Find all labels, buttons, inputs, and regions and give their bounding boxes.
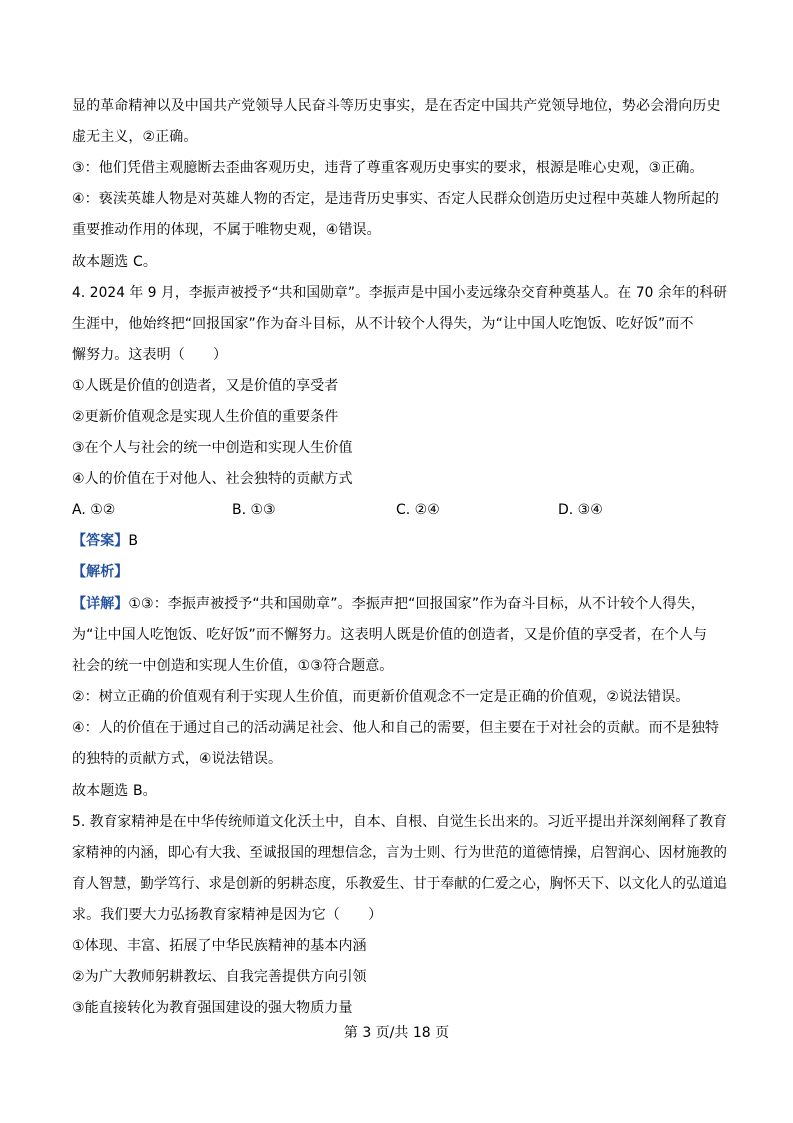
question-4-stem: 懈努力。这表明（ ） bbox=[72, 347, 228, 363]
statement-item: ②为广大教师躬耕教坛、自我完善提供方向引领 bbox=[72, 969, 367, 985]
option-a: A. ①② bbox=[72, 502, 116, 518]
page-number: 第 3 页/共 18 页 bbox=[343, 1025, 450, 1041]
answer-line bbox=[72, 532, 138, 550]
statement-item: ②更新价值观念是实现人生价值的重要条件 bbox=[72, 409, 339, 425]
answer-tag: 【答案】 bbox=[72, 533, 129, 549]
question-4-stem: 4. 2024 年 9 月，李振声被授予“共和国勋章”。李振声是中国小麦远缘杂交育种奠基人。在 70 余年的科研 bbox=[72, 285, 728, 301]
question-5-stem: 5. 教育家精神是在中华传统师道文化沃土中，自本、自根、自觉生长出来的。习近平提出并深刻阐释了教育 bbox=[72, 814, 727, 830]
text-line: 重要推动作用的体现，不属于唯物史观，④错误。 bbox=[72, 222, 381, 238]
analysis-line bbox=[72, 563, 128, 581]
question-4-stem: 生涯中，他始终把“回报国家”作为奋斗目标，从不计较个人得失，为“让中国人吃饱饭、吃好饭”而不 bbox=[72, 316, 694, 332]
detail-tag: 【详解】 bbox=[72, 596, 129, 612]
option-c: C. ②④ bbox=[396, 502, 440, 518]
text-line: ④：人的价值在于通过自己的活动满足社会、他人和自己的需要，但主要在于对社会的贡献。而不是独特 bbox=[72, 720, 720, 736]
option-d: D. ③④ bbox=[558, 502, 603, 518]
detail-line bbox=[72, 595, 705, 613]
option-b: B. ①③ bbox=[232, 502, 276, 518]
statement-item: ①体现、丰富、拓展了中华民族精神的基本内涵 bbox=[72, 938, 367, 954]
statement-item: ①人既是价值的创造者，又是价值的享受者 bbox=[72, 378, 339, 394]
text-line: 社会的统一中创造和实现人生价值，①③符合题意。 bbox=[72, 658, 394, 674]
detail-text: ①③：李振声被授予“共和国勋章”。李振声把“回报国家”作为奋斗目标，从不计较个人得失， bbox=[128, 596, 705, 612]
text-line: ②：树立正确的价值观有利于实现人生价值，而更新价值观念不一定是正确的价值观，②说法错误。 bbox=[72, 689, 690, 705]
text-line: 虚无主义，②正确。 bbox=[72, 129, 198, 145]
answer-value: B bbox=[128, 533, 139, 549]
text-line: ④：亵渎英雄人物是对英雄人物的否定，是违背历史事实、否定人民群众创造历史过程中英雄人物所起的 bbox=[72, 191, 720, 207]
statement-item: ③能直接转化为教育强国建设的强大物质力量 bbox=[72, 1000, 353, 1016]
text-line: 显的革命精神以及中国共产党领导人民奋斗等历史事实，是在否定中国共产党领导地位，势必会滑向历史 bbox=[72, 98, 721, 114]
question-5-stem: 家精神的内涵，即心有大我、至诚报国的理想信念，言为士则、行为世范的道德情操，启智润心、因材施教的 bbox=[72, 845, 728, 861]
statement-item: ③在个人与社会的统一中创造和实现人生价值 bbox=[72, 440, 353, 456]
text-line: 为“让中国人吃饱饭、吃好饭”而不懈努力。这表明人既是价值的创造者，又是价值的享受者，在个人与 bbox=[72, 627, 708, 643]
statement-item: ④人的价值在于对他人、社会独特的贡献方式 bbox=[72, 471, 353, 487]
question-5-stem: 育人智慧，勤学笃行、求是创新的躬耕态度，乐教爱生、甘于奉献的仁爱之心，胸怀天下、以文化人的弘道追 bbox=[72, 876, 728, 892]
text-line: 故本题选 B。 bbox=[72, 783, 157, 799]
text-line: 故本题选 C。 bbox=[72, 254, 157, 270]
question-5-stem: 求。我们要大力弘扬教育家精神是因为它（ ） bbox=[72, 907, 383, 923]
analysis-tag: 【解析】 bbox=[72, 564, 129, 580]
text-line: 的独特的贡献方式，④说法错误。 bbox=[72, 751, 283, 767]
text-line: ③：他们凭借主观臆断去歪曲客观历史，违背了尊重客观历史事实的要求，根源是唯心史观，③正确。 bbox=[72, 160, 704, 176]
